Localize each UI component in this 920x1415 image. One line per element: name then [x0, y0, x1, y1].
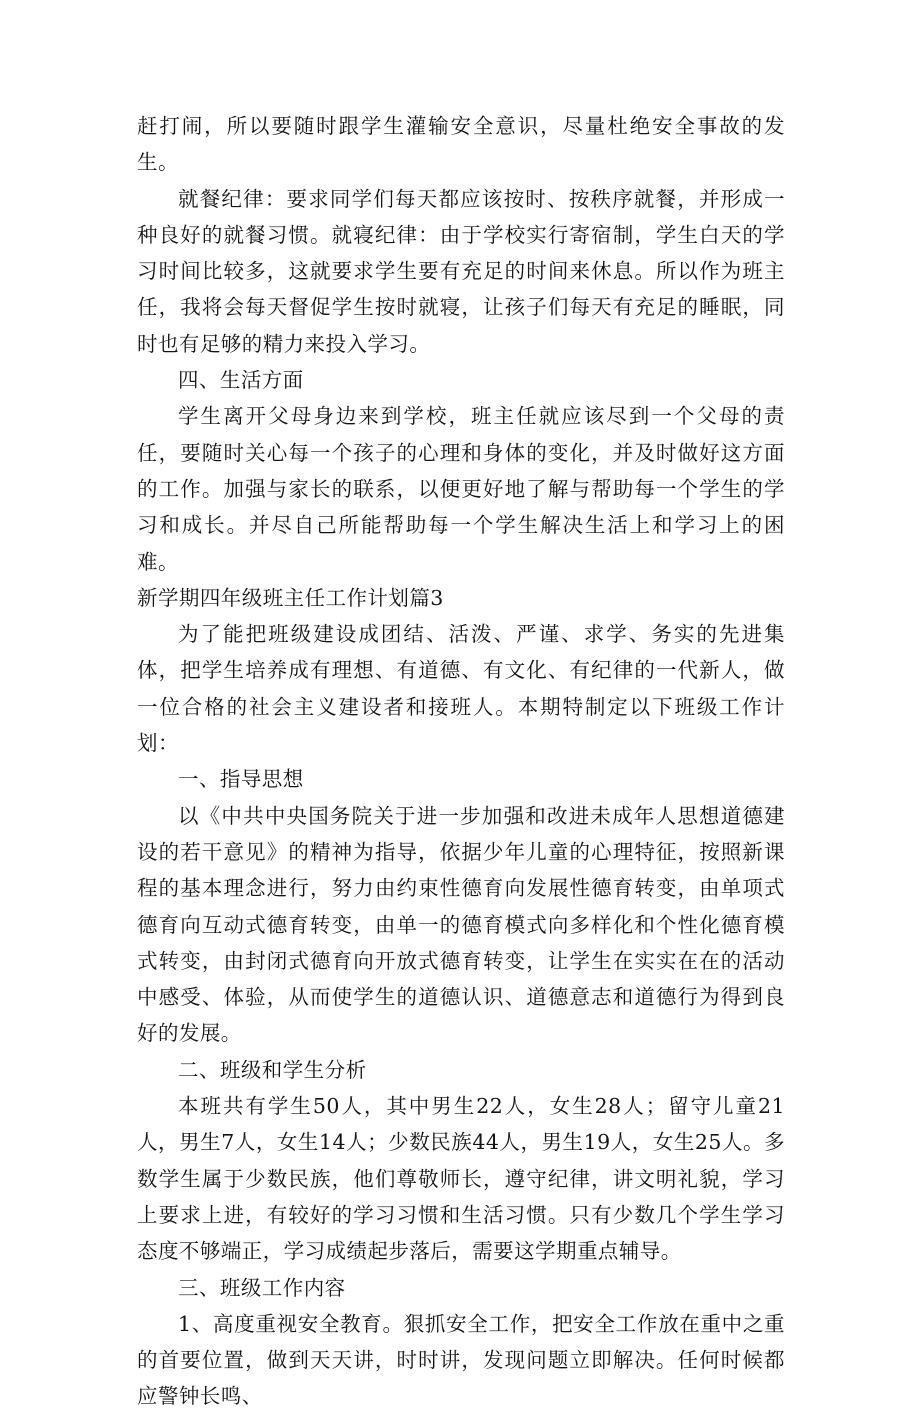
paragraph-intro: 为了能把班级建设成团结、活泼、严谨、求学、务实的先进集体，把学生培养成有理想、有道德、有文化、有纪律的一代新人，做一位合格的社会主义建设者和接班人。本期特制定以下班级工作计划： [137, 622, 785, 756]
section-heading-class-work: 三、班级工作内容 [178, 1275, 346, 1300]
paragraph-class-analysis: 本班共有学生50人，其中男生22人，女生28人；留守儿童21人，男生7人，女生14人；少数民族44人，男生19人，女生25人。多数学生属于少数民族，他们尊敬师长，遵守纪律，讲文明礼貌，学习上要求上进，有较好的学习习惯和生活习惯。只有少数几个学生学习态度不够端正，学习成绩起步落后，需要这学期重点辅导。 [137, 1094, 785, 1264]
section-heading-guiding-ideology: 一、指导思想 [178, 767, 304, 792]
paragraph-guiding-ideology: 以《中共中央国务院关于进一步加强和改进未成年人思想道德建设的若干意见》的精神为指导，依据少年儿童的心理特征，按照新课程的基本理念进行，努力由约束性德育向发展性德育转变，由单项式德育向互动式德育转变，由单一的德育模式向多样化和个性化德育模式转变，由封闭式德育向开放式德育转变，让学生在实实在在的活动中感受、体验，从而使学生的道德认识、道德意志和道德行为得到良好的发展。 [137, 803, 785, 1046]
document-title-part3: 新学期四年级班主任工作计划篇3 [137, 585, 444, 610]
paragraph-safety-education: 1、高度重视安全教育。狠抓安全工作，把安全工作放在重中之重的首要位置，做到天天讲，时时讲，发现问题立即解决。任何时候都应警钟长鸣、 [137, 1311, 785, 1409]
paragraph-continuation: 赶打闹，所以要随时跟学生灌输安全意识，尽量杜绝安全事故的发生。 [137, 114, 785, 175]
document-body [137, 108, 785, 1415]
section-heading-class-analysis: 二、班级和学生分析 [178, 1057, 367, 1082]
paragraph-life: 学生离开父母身边来到学校，班主任就应该尽到一个父母的责任，要随时关心每一个孩子的心理和身体的变化，并及时做好这方面的工作。加强与家长的联系，以便更好地了解与帮助每一个学生的学习和成长。并尽自己所能帮助每一个学生解决生活上和学习上的困难。 [137, 404, 785, 574]
paragraph-dining-sleep-discipline: 就餐纪律：要求同学们每天都应该按时、按秩序就餐，并形成一种良好的就餐习惯。就寝纪律：由于学校实行寄宿制，学生白天的学习时间比较多，这就要求学生要有充足的时间来休息。所以作为班主任，我将会每天督促学生按时就寝，让孩子们每天有充足的睡眠，同时也有足够的精力来投入学习。 [137, 186, 785, 356]
section-heading-life: 四、生活方面 [178, 368, 304, 393]
